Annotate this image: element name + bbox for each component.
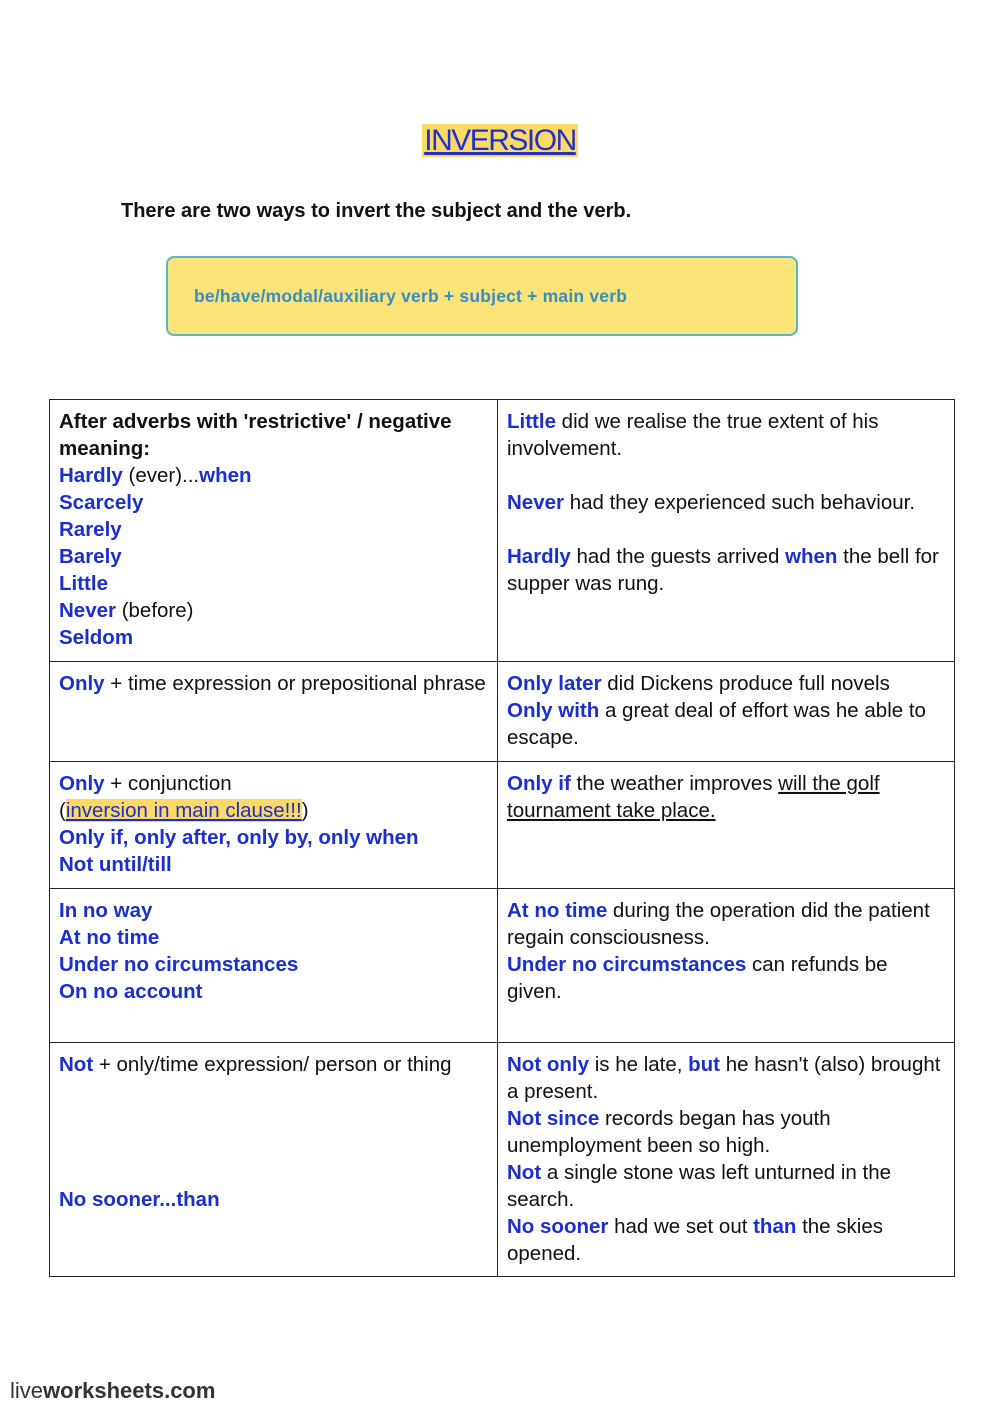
adverb: Seldom [59,626,134,649]
inversion-table [49,399,955,1277]
example-text: had we set out [608,1215,754,1238]
paren: ( [59,799,66,822]
example-keyword: Only if [507,772,571,795]
rule-cell [50,400,498,662]
rule-keyword: No sooner...than [59,1188,220,1211]
example-keyword: than [753,1215,797,1238]
example-text: the skies opened. [507,1215,883,1265]
example-text: can refunds be given. [507,953,888,1003]
rule-text: + time expression or prepositional phrase [104,672,486,695]
example-keyword: No sooner [507,1215,609,1238]
rule-keyword: Only if, only after, only by, only when [59,826,419,849]
rule-heading: After adverbs with 'restrictive' / negative meaning: [59,410,452,460]
example-text: he hasn't (also) brought a present. [507,1053,941,1103]
example-keyword: Hardly [507,545,571,568]
rule-text: + conjunction [104,772,232,795]
example-text: the weather improves [570,772,779,795]
adverb: Never [59,599,116,622]
highlight-note: inversion in main clause!!! [65,799,302,822]
example-underlined: will the golf tournament take place. [507,772,880,822]
rule-keyword: Not until/till [59,853,172,876]
table-row [50,400,955,662]
page-title: INVERSION [424,124,576,157]
rule-keyword: Not [59,1053,94,1076]
adverb: Scarcely [59,491,144,514]
example-cell [498,400,955,662]
example-keyword: when [785,545,838,568]
example-keyword: but [688,1053,721,1076]
example-keyword: Under no circumstances [507,953,747,976]
example-text: the bell for supper was rung. [507,545,939,595]
formula-text: be/have/modal/auxiliary verb + subject + main verb [194,285,628,306]
example-keyword: Not since [507,1107,600,1130]
example-text: had they experienced such behaviour. [564,491,916,514]
rule-cell [50,889,498,1043]
rule-keyword: Only [59,672,105,695]
rule-keyword: Only [59,772,105,795]
example-cell [498,889,955,1043]
example-keyword: Not [507,1161,542,1184]
rule-keyword: In no way [59,899,153,922]
table-row [50,762,955,889]
formula-box [166,256,798,336]
adverb: Hardly [59,464,123,487]
logo-worksheets: worksheets [43,1378,165,1403]
logo-live: live [10,1378,44,1403]
example-keyword: Not only [507,1053,589,1076]
example-text: is he late, [589,1053,689,1076]
example-keyword: Only with [507,699,600,722]
rule-keyword: Under no circumstances [59,953,299,976]
table-row [50,889,955,1043]
paren: ) [301,799,309,822]
rule-cell [50,662,498,762]
adverb-note: (before) [116,599,194,622]
example-text: did we realise the true extent of his involvement. [507,410,879,460]
example-cell [498,1043,955,1277]
example-cell [498,662,955,762]
page-title-wrap [0,124,1000,158]
rule-cell [50,762,498,889]
adverb-note: (ever)... [122,464,200,487]
intro-text: There are two ways to invert the subject and the verb. [121,200,632,222]
logo-tld: .com [164,1378,216,1403]
site-logo [10,1378,215,1404]
example-cell [498,762,955,889]
adverb: Rarely [59,518,122,541]
table-row [50,1043,955,1277]
example-text: did Dickens produce full novels [601,672,890,695]
rule-text: + only/time expression/ person or thing [93,1053,452,1076]
example-text: had the guests arrived [570,545,786,568]
example-text: a single stone was left unturned in the search. [507,1161,892,1211]
example-keyword: Little [507,410,556,433]
adverb: when [199,464,252,487]
adverb: Little [59,572,108,595]
example-keyword: Only later [507,672,602,695]
example-keyword: Never [507,491,564,514]
example-text: during the operation did the patient regain consciousness. [507,899,930,949]
example-text: records began has youth unemployment been so high. [507,1107,831,1157]
adverb: Barely [59,545,122,568]
rule-cell [50,1043,498,1277]
table-row [50,662,955,762]
example-keyword: At no time [507,899,608,922]
rule-keyword: On no account [59,980,203,1003]
rule-keyword: At no time [59,926,160,949]
example-text: a great deal of effort was he able to escape. [507,699,926,749]
